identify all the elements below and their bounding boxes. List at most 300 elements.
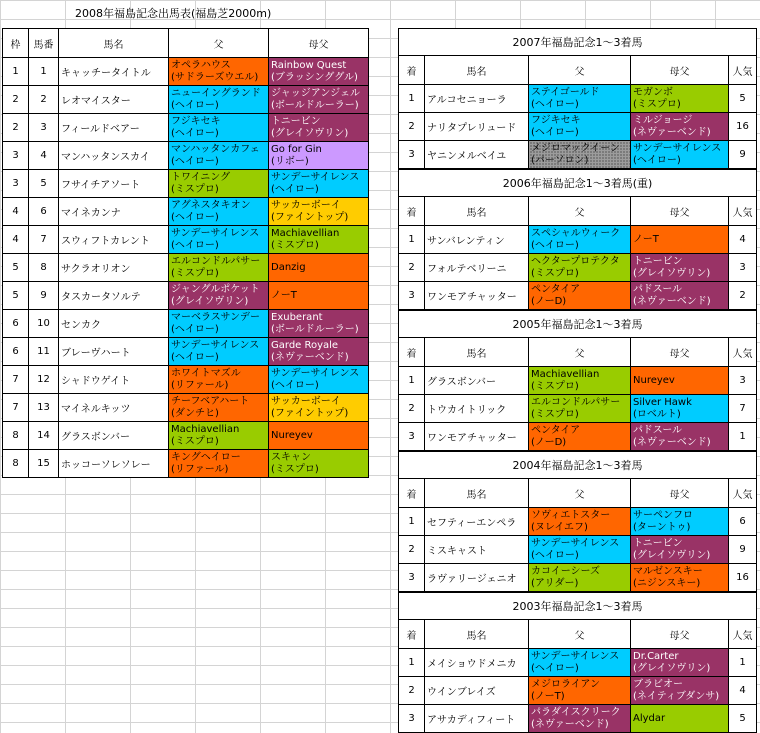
bms-name: サンデーサイレンス (271, 367, 360, 379)
popularity-cell: 7 (729, 395, 757, 423)
results-table (398, 169, 757, 310)
bms-name: モガンボ (633, 86, 673, 98)
horse-name-cell: ナリタプレリュード (425, 113, 529, 141)
finish-cell: 2 (399, 536, 425, 564)
sire-cell (169, 450, 269, 478)
table-row (3, 310, 369, 338)
bms-name: ノーT (271, 289, 297, 301)
sire-name: サンデーサイレンス (531, 650, 620, 662)
sire-line: (ヘイロー) (171, 323, 219, 335)
broodmare-sire-cell (631, 282, 729, 310)
table-row (399, 226, 757, 254)
umaban-cell: 1 (29, 58, 59, 86)
sire-name: マンハッタンカフェ (171, 143, 260, 155)
umaban-cell: 10 (29, 310, 59, 338)
sire-cell (529, 677, 631, 705)
broodmare-sire-cell (631, 113, 729, 141)
header-sire: 父 (529, 479, 631, 508)
sire-name: ペンタイア (531, 424, 581, 436)
table-row (399, 705, 757, 733)
table-row (3, 170, 369, 198)
sire-name: ヘクタープロテクタ (531, 255, 620, 267)
horse-name-cell: フィールドベアー (59, 114, 169, 142)
bms-name: マルゼンスキー (633, 565, 703, 577)
sire-name: オペラハウス (171, 59, 231, 71)
sire-line: (ヘイロー) (171, 239, 219, 251)
horse-name-cell: マンハッタンスカイ (59, 142, 169, 170)
entry-table (2, 28, 369, 478)
broodmare-sire-cell (269, 450, 369, 478)
results-table (398, 592, 757, 733)
sire-cell (529, 85, 631, 113)
broodmare-sire-cell (631, 395, 729, 423)
popularity-cell: 9 (729, 141, 757, 169)
broodmare-sire-cell (631, 85, 729, 113)
sire-cell (529, 564, 631, 592)
waku-cell: 8 (3, 422, 29, 450)
broodmare-sire-cell (269, 142, 369, 170)
sire-name: ソヴィエトスター (531, 509, 611, 521)
results-header (399, 620, 757, 649)
finish-cell: 3 (399, 423, 425, 451)
horse-name-cell: セフティーエンペラ (425, 508, 529, 536)
bms-name: Alydar (633, 712, 666, 724)
header-sire: 父 (529, 620, 631, 649)
header-horse-name: 馬名 (425, 338, 529, 367)
bms-name: パドスール (633, 424, 682, 436)
table-row (3, 58, 369, 86)
results-caption-row (399, 311, 757, 338)
finish-cell: 1 (399, 367, 425, 395)
table-row (3, 366, 369, 394)
popularity-cell: 4 (729, 677, 757, 705)
popularity-cell: 1 (729, 423, 757, 451)
sire-cell (529, 423, 631, 451)
broodmare-sire-cell (631, 141, 729, 169)
sire-line: (ヘイロー) (171, 99, 219, 111)
sire-cell (169, 58, 269, 86)
header-broodmare-sire: 母父 (631, 56, 729, 85)
entry-table-header (3, 29, 369, 58)
waku-cell: 3 (3, 142, 29, 170)
results-block (398, 451, 756, 592)
table-row (3, 198, 369, 226)
sire-cell (529, 367, 631, 395)
header-sire: 父 (169, 29, 269, 58)
header-umaban: 馬番 (29, 29, 59, 58)
horse-name-cell: アルコセニョーラ (425, 85, 529, 113)
sire-line: (パーソロン) (531, 154, 589, 166)
broodmare-sire-cell (269, 226, 369, 254)
sire-cell (169, 366, 269, 394)
sire-cell (529, 395, 631, 423)
bms-line: (ミスプロ) (633, 98, 681, 110)
finish-cell: 2 (399, 254, 425, 282)
header-broodmare-sire: 母父 (631, 479, 729, 508)
results-block (398, 592, 756, 733)
sire-name: アグネスタキオン (171, 199, 251, 211)
horse-name-cell: シャドウゲイト (59, 366, 169, 394)
horse-name-cell: ミスキャスト (425, 536, 529, 564)
table-row (3, 394, 369, 422)
bms-name: Nureyev (271, 429, 313, 441)
sire-cell (169, 254, 269, 282)
broodmare-sire-cell (269, 198, 369, 226)
results-block (398, 169, 756, 310)
horse-name-cell: ラヴァリージェニオ (425, 564, 529, 592)
results-title: 2007年福島記念1～3着馬 (399, 29, 757, 56)
sire-name: トワイニング (171, 171, 231, 183)
waku-cell: 5 (3, 254, 29, 282)
bms-line: (ミスプロ) (271, 239, 319, 251)
table-row (399, 677, 757, 705)
results-caption-row (399, 29, 757, 56)
sire-name: Machiavellian (531, 368, 600, 380)
broodmare-sire-cell (631, 254, 729, 282)
table-row (399, 564, 757, 592)
bms-name: Garde Royale (271, 339, 339, 351)
popularity-cell: 5 (729, 85, 757, 113)
bms-line: (グレイソヴリン) (633, 549, 711, 561)
header-broodmare-sire: 母父 (269, 29, 369, 58)
header-sire: 父 (529, 197, 631, 226)
sire-line: (ヘイロー) (531, 662, 579, 674)
sire-line: (サドラーズウエル) (171, 71, 259, 83)
umaban-cell: 7 (29, 226, 59, 254)
sire-line: (リファール) (171, 379, 229, 391)
finish-cell: 3 (399, 564, 425, 592)
table-row (399, 395, 757, 423)
table-row (399, 85, 757, 113)
sire-name: マーベラスサンデー (171, 311, 260, 323)
sire-name: サンデーサイレンス (531, 537, 620, 549)
sire-cell (529, 141, 631, 169)
waku-cell: 5 (3, 282, 29, 310)
finish-cell: 3 (399, 141, 425, 169)
sire-line: (ヘイロー) (171, 351, 219, 363)
sire-name: サンデーサイレンス (171, 227, 260, 239)
sire-line: (ミスプロ) (531, 408, 579, 420)
header-horse-name: 馬名 (425, 56, 529, 85)
broodmare-sire-cell (269, 282, 369, 310)
sire-name: キングヘイロー (171, 451, 241, 463)
sire-name: フジキセキ (531, 114, 581, 126)
horse-name-cell: メイショウドメニカ (425, 649, 529, 677)
header-broodmare-sire: 母父 (631, 338, 729, 367)
broodmare-sire-cell (269, 170, 369, 198)
broodmare-sire-cell (631, 367, 729, 395)
results-block (398, 28, 756, 169)
bms-name: ミルジョージ (633, 114, 693, 126)
waku-cell: 4 (3, 226, 29, 254)
results-block (398, 310, 756, 451)
sire-cell (169, 422, 269, 450)
horse-name-cell: ワンモアチャッター (425, 423, 529, 451)
broodmare-sire-cell (269, 394, 369, 422)
header-horse-name: 馬名 (59, 29, 169, 58)
umaban-cell: 2 (29, 86, 59, 114)
sire-cell (529, 705, 631, 733)
sire-cell (169, 310, 269, 338)
sire-line: (ミスプロ) (531, 380, 579, 392)
sire-line: (ミスプロ) (171, 267, 219, 279)
results-table (398, 310, 757, 451)
header-popularity: 人気 (729, 479, 757, 508)
umaban-cell: 11 (29, 338, 59, 366)
sire-line: (ヘイロー) (531, 239, 579, 251)
bms-line: (グレイソヴリン) (633, 662, 711, 674)
broodmare-sire-cell (269, 310, 369, 338)
results-header (399, 338, 757, 367)
sire-name: フジキセキ (171, 115, 221, 127)
bms-name: Danzig (271, 261, 306, 273)
bms-name: サッカーボーイ (271, 199, 341, 211)
sire-cell (529, 649, 631, 677)
sire-cell (169, 394, 269, 422)
bms-line: (ネイティブダンサ) (633, 690, 720, 702)
sire-line: (ヘイロー) (171, 211, 219, 223)
bms-line: (ネヴァーベンド) (271, 351, 349, 363)
header-popularity: 人気 (729, 56, 757, 85)
sire-cell (529, 226, 631, 254)
finish-cell: 3 (399, 705, 425, 733)
horse-name-cell: マイネルキッツ (59, 394, 169, 422)
results-caption-row (399, 452, 757, 479)
bms-name: ジャッジアンジェル (271, 87, 360, 99)
bms-line: (グレイソヴリン) (271, 127, 349, 139)
bms-line: (ニジンスキー) (633, 577, 701, 589)
waku-cell: 4 (3, 198, 29, 226)
broodmare-sire-cell (631, 508, 729, 536)
header-finish: 着 (399, 197, 425, 226)
header-broodmare-sire: 母父 (631, 197, 729, 226)
bms-name: サーペンフロ (633, 509, 693, 521)
finish-cell: 3 (399, 282, 425, 310)
sire-line: (ミスプロ) (531, 267, 579, 279)
horse-name-cell: グラスボンバー (59, 422, 169, 450)
table-row (399, 423, 757, 451)
table-row (3, 450, 369, 478)
popularity-cell: 3 (729, 367, 757, 395)
horse-name-cell: マイネカンナ (59, 198, 169, 226)
table-row (3, 338, 369, 366)
header-sire: 父 (529, 56, 631, 85)
table-row (3, 282, 369, 310)
broodmare-sire-cell (631, 677, 729, 705)
finish-cell: 2 (399, 677, 425, 705)
popularity-cell: 2 (729, 282, 757, 310)
horse-name-cell: フサイチアソート (59, 170, 169, 198)
header-finish: 着 (399, 479, 425, 508)
table-row (3, 254, 369, 282)
horse-name-cell: サクラオリオン (59, 254, 169, 282)
bms-name: Dr.Carter (633, 650, 679, 662)
sire-name: ニューイングランド (171, 87, 261, 99)
sire-name: カコイーシーズ (531, 565, 600, 577)
results-title: 2003年福島記念1～3着馬 (399, 593, 757, 620)
sire-name: メジロライアン (531, 678, 600, 690)
bms-line: (リボー) (271, 155, 309, 167)
results-caption-row (399, 593, 757, 620)
waku-cell: 1 (3, 58, 29, 86)
table-row (3, 114, 369, 142)
sire-name: チーフベアハート (171, 395, 250, 407)
broodmare-sire-cell (631, 705, 729, 733)
horse-name-cell: アサカディフィート (425, 705, 529, 733)
sire-name: エルコンドルパサー (171, 255, 261, 267)
sire-line: (アリダー) (531, 577, 579, 589)
sire-line: (ネヴァーベンド) (531, 718, 609, 730)
table-row (399, 141, 757, 169)
popularity-cell: 1 (729, 649, 757, 677)
bms-line: (ブラッシンググル) (271, 71, 358, 83)
umaban-cell: 14 (29, 422, 59, 450)
popularity-cell: 16 (729, 113, 757, 141)
bms-line: (ファイントップ) (271, 407, 349, 419)
bms-line: (ミスプロ) (271, 463, 319, 475)
header-finish: 着 (399, 56, 425, 85)
bms-line: (ネヴァーベンド) (633, 126, 711, 138)
sire-name: ジャングルポケット (171, 283, 260, 295)
bms-name: Go for Gin (271, 143, 322, 155)
bms-line: (ヘイロー) (633, 154, 681, 166)
bms-name: トニービン (633, 537, 683, 549)
bms-name: Rainbow Quest (271, 59, 347, 71)
popularity-cell: 5 (729, 705, 757, 733)
finish-cell: 1 (399, 85, 425, 113)
sire-name: エルコンドルパサー (531, 396, 621, 408)
broodmare-sire-cell (631, 536, 729, 564)
bms-line: (ネヴァーベンド) (633, 436, 711, 448)
sire-line: (ヘイロー) (531, 126, 579, 138)
popularity-cell: 4 (729, 226, 757, 254)
sire-line: (ノーD) (531, 295, 567, 307)
sire-name: ホワイトマズル (171, 367, 241, 379)
header-popularity: 人気 (729, 620, 757, 649)
sire-cell (169, 114, 269, 142)
table-row (399, 536, 757, 564)
sire-cell (169, 338, 269, 366)
umaban-cell: 6 (29, 198, 59, 226)
table-row (399, 113, 757, 141)
popularity-cell: 9 (729, 536, 757, 564)
umaban-cell: 8 (29, 254, 59, 282)
results-header (399, 56, 757, 85)
waku-cell: 3 (3, 170, 29, 198)
header-horse-name: 馬名 (425, 620, 529, 649)
bms-name: Nureyev (633, 374, 675, 386)
bms-name: Machiavellian (271, 227, 340, 239)
sire-name: Machiavellian (171, 423, 240, 435)
bms-name: トニービン (271, 115, 321, 127)
umaban-cell: 15 (29, 450, 59, 478)
sire-line: (ノーD) (531, 436, 567, 448)
sire-name: スペシャルウィーク (531, 227, 621, 239)
bms-line: (ヘイロー) (271, 379, 319, 391)
popularity-cell: 16 (729, 564, 757, 592)
bms-line: (ヘイロー) (271, 183, 319, 195)
table-row (3, 86, 369, 114)
results-header (399, 479, 757, 508)
sire-cell (169, 282, 269, 310)
broodmare-sire-cell (631, 423, 729, 451)
header-popularity: 人気 (729, 197, 757, 226)
finish-cell: 2 (399, 113, 425, 141)
waku-cell: 8 (3, 450, 29, 478)
sire-cell (529, 536, 631, 564)
finish-cell: 1 (399, 226, 425, 254)
table-row (399, 649, 757, 677)
bms-line: (ボールドルーラー) (271, 323, 359, 335)
bms-line: (ロベルト) (633, 408, 681, 420)
popularity-cell: 6 (729, 508, 757, 536)
waku-cell: 6 (3, 338, 29, 366)
sire-line: (ダンチヒ) (171, 407, 219, 419)
header-waku: 枠 (3, 29, 29, 58)
header-horse-name: 馬名 (425, 197, 529, 226)
table-row (399, 508, 757, 536)
header-broodmare-sire: 母父 (631, 620, 729, 649)
broodmare-sire-cell (631, 564, 729, 592)
sire-cell (529, 282, 631, 310)
header-horse-name: 馬名 (425, 479, 529, 508)
bms-name: サンデーサイレンス (633, 142, 722, 154)
horse-name-cell: ウインブレイズ (425, 677, 529, 705)
waku-cell: 2 (3, 86, 29, 114)
horse-name-cell: ヤニンメルベイユ (425, 141, 529, 169)
bms-line: (ネヴァーベンド) (633, 295, 711, 307)
sire-line: (ヘイロー) (531, 549, 579, 561)
sire-line: (グレイソヴリン) (171, 295, 249, 307)
umaban-cell: 5 (29, 170, 59, 198)
broodmare-sire-cell (631, 649, 729, 677)
horse-name-cell: タスカータソルテ (59, 282, 169, 310)
sire-line: (ヘイロー) (171, 127, 219, 139)
bms-name: トニービン (633, 255, 683, 267)
horse-name-cell: トウカイトリック (425, 395, 529, 423)
results-header (399, 197, 757, 226)
horse-name-cell: フォルテベリーニ (425, 254, 529, 282)
sire-name: メジロマックイーン (531, 142, 620, 154)
waku-cell: 7 (3, 394, 29, 422)
umaban-cell: 9 (29, 282, 59, 310)
bms-name: Exuberant (271, 311, 323, 323)
bms-name: ノーT (633, 233, 659, 245)
finish-cell: 1 (399, 649, 425, 677)
sire-cell (169, 142, 269, 170)
sire-line: (ヘイロー) (531, 98, 579, 110)
table-row (399, 254, 757, 282)
horse-name-cell: グラスボンバー (425, 367, 529, 395)
sire-line: (ミスプロ) (171, 435, 219, 447)
sire-line: (リファール) (171, 463, 229, 475)
bms-name: Silver Hawk (633, 396, 692, 408)
popularity-cell: 3 (729, 254, 757, 282)
bms-name: サンデーサイレンス (271, 171, 360, 183)
table-row (3, 226, 369, 254)
results-caption-row (399, 170, 757, 197)
sire-cell (529, 508, 631, 536)
horse-name-cell: ホッコーソレソレー (59, 450, 169, 478)
results-table (398, 451, 757, 592)
broodmare-sire-cell (631, 226, 729, 254)
header-finish: 着 (399, 338, 425, 367)
broodmare-sire-cell (269, 114, 369, 142)
results-title: 2006年福島記念1～3着馬(重) (399, 170, 757, 197)
finish-cell: 1 (399, 508, 425, 536)
finish-cell: 2 (399, 395, 425, 423)
sire-cell (169, 226, 269, 254)
